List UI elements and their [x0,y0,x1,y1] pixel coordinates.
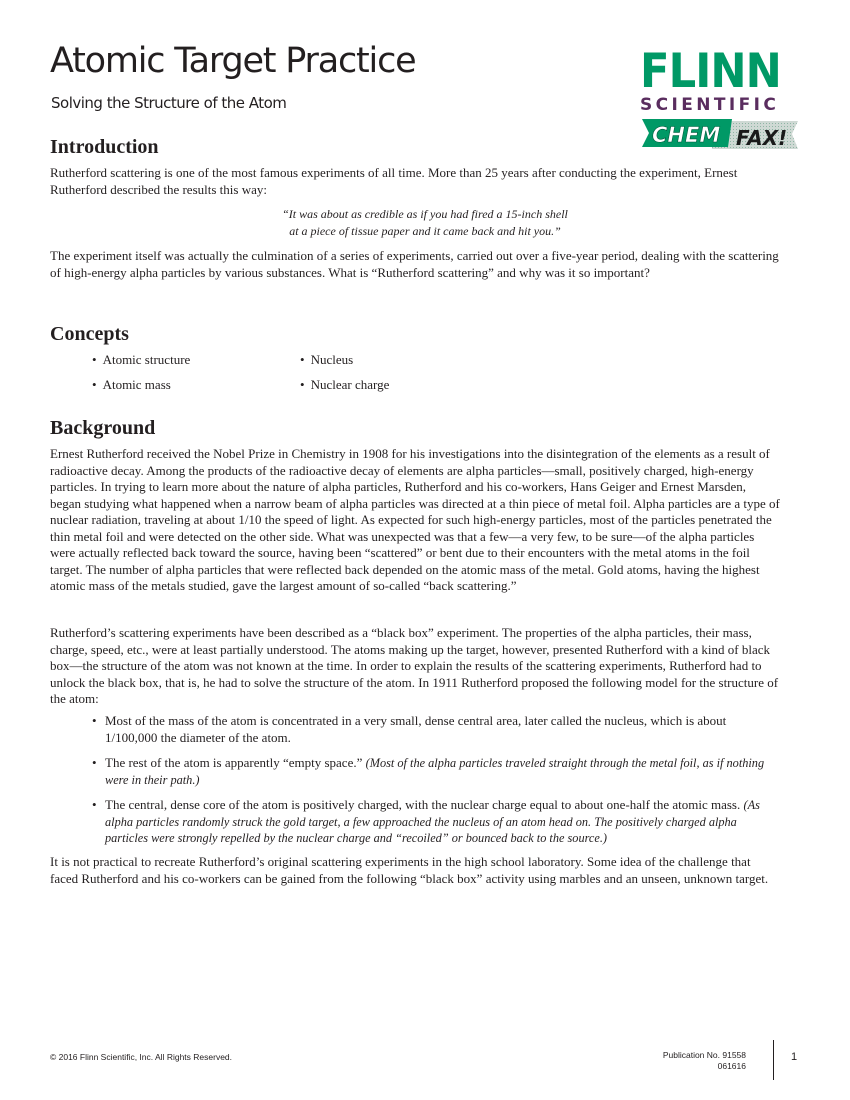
introduction-paragraph-1: Rutherford scattering is one of the most famous experiments of all time. More than 25 years after conducting the experiment, Ernest Rutherford described the results this way: [50,165,738,197]
concept-item: • Atomic structure [92,352,190,368]
concept-item: • Nuclear charge [300,377,389,393]
introduction-paragraph-2: The experiment itself was actually the culmination of a series of experiments, carried out over a five-year period, dealing with the scattering of high-energy alpha particles by various substances. What is “Rutherford scattering” and why was it so important? [50,248,779,280]
logo-scientific-text: SCIENTIFIC [640,95,780,115]
chemfax-banner-icon [640,117,800,151]
footer-copyright: © 2016 Flinn Scientific, Inc. All Rights Reserved. [50,1052,233,1062]
model-item [92,755,780,788]
quote-line-2: at a piece of tissue paper and it came back and hit you.” [289,223,561,238]
banner-fax-text: FAX! [736,126,788,150]
footer-publication-info [663,1050,746,1072]
logo-flinn-text: FLINN [640,44,781,99]
flinn-scientific-logo [638,44,808,155]
background-paragraph-2: Rutherford’s scattering experiments have been described as a “black box” experiment. The properties of the alpha particles, their mass, charge, speed, etc., were at least partially understood. The atoms making up the target, however, presented Rutherford with a kind of black box—the structure of the atom was not known at the time. In order to explain the results of the scattering experiments, Rutherford had to unlock the black box, that is, he had to solve the structure of the atom. In 1911 Rutherford proposed the following model for the structure of the atom: [50,625,779,706]
rutherford-quote [200,206,650,239]
background-heading: Background [50,417,156,439]
concepts-heading: Concepts [50,323,129,345]
model-item [92,713,780,746]
concept-item: • Atomic mass [92,377,171,393]
model-item-text: The rest of the atom is apparently “empty space.” [105,755,366,770]
document-subtitle: Solving the Structure of the Atom [51,94,287,112]
model-item-text: Most of the mass of the atom is concentrated in a very small, dense central area, later called the nucleus, which is about 1/100,000 the diameter of the atom. [105,713,727,745]
page-number: 1 [791,1051,798,1063]
publication-code: 061616 [717,1061,746,1071]
concept-item: • Nucleus [300,352,353,368]
document-title: Atomic Target Practice [50,41,416,81]
publication-number: Publication No. 91558 [662,1050,746,1060]
model-item-note: (As alpha particles randomly struck the gold target, a few approached the nucleus of an atom head on. The positively charged alpha particles were strongly repelled by the nuclear charge and “recoiled” or bounced back to the source.) [105,798,760,845]
banner-chem-text: CHEM [652,123,721,147]
model-item-note: (Most of the alpha particles traveled straight through the metal foil, as if nothing were in their path.) [105,756,765,787]
model-item [92,797,780,847]
model-item-text: The central, dense core of the atom is positively charged, with the nuclear charge equal to about one-half the atomic mass. [105,797,744,812]
introduction-heading: Introduction [50,136,159,158]
quote-line-1: “It was about as credible as if you had fired a 15-inch shell [282,207,568,221]
footer-divider [773,1040,774,1080]
background-paragraph-3: It is not practical to recreate Rutherford’s original scattering experiments in the high school laboratory. Some idea of the challenge that faced Rutherford and his co-workers can be gained from the following “black box” activity using marbles and an unseen, unknown target. [50,854,769,886]
background-paragraph-1: Ernest Rutherford received the Nobel Prize in Chemistry in 1908 for his investigations into the disintegration of the elements as a result of radioactive decay. Among the products of the radioactive decay of elements are alpha particles—small, positively charged, high-energy particles. In trying to learn more about the nature of alpha particles, Rutherford and his co-workers, Hans Geiger and Ernest Marsden, began studying what happened when a narrow beam of alpha particles was directed at a thin piece of metal foil. Alpha particles are a type of nuclear radiation, traveling at about 1/10 the speed of light. As expected for such high-energy particles, most of the particles penetrated the thin metal foil and were detected on the other side. What was unexpected was that a few—a very few, to be sure—of the alpha particles were actually reflected back toward the source, having been “scattered” or bent due to their encounters with the metal atoms in the foil target. The number of alpha particles that were reflected back depended on the atomic mass of the metal. Gold atoms, having the highest atomic mass of the metals studied, gave the largest amount of so-called “back scattering.” [50,446,780,593]
